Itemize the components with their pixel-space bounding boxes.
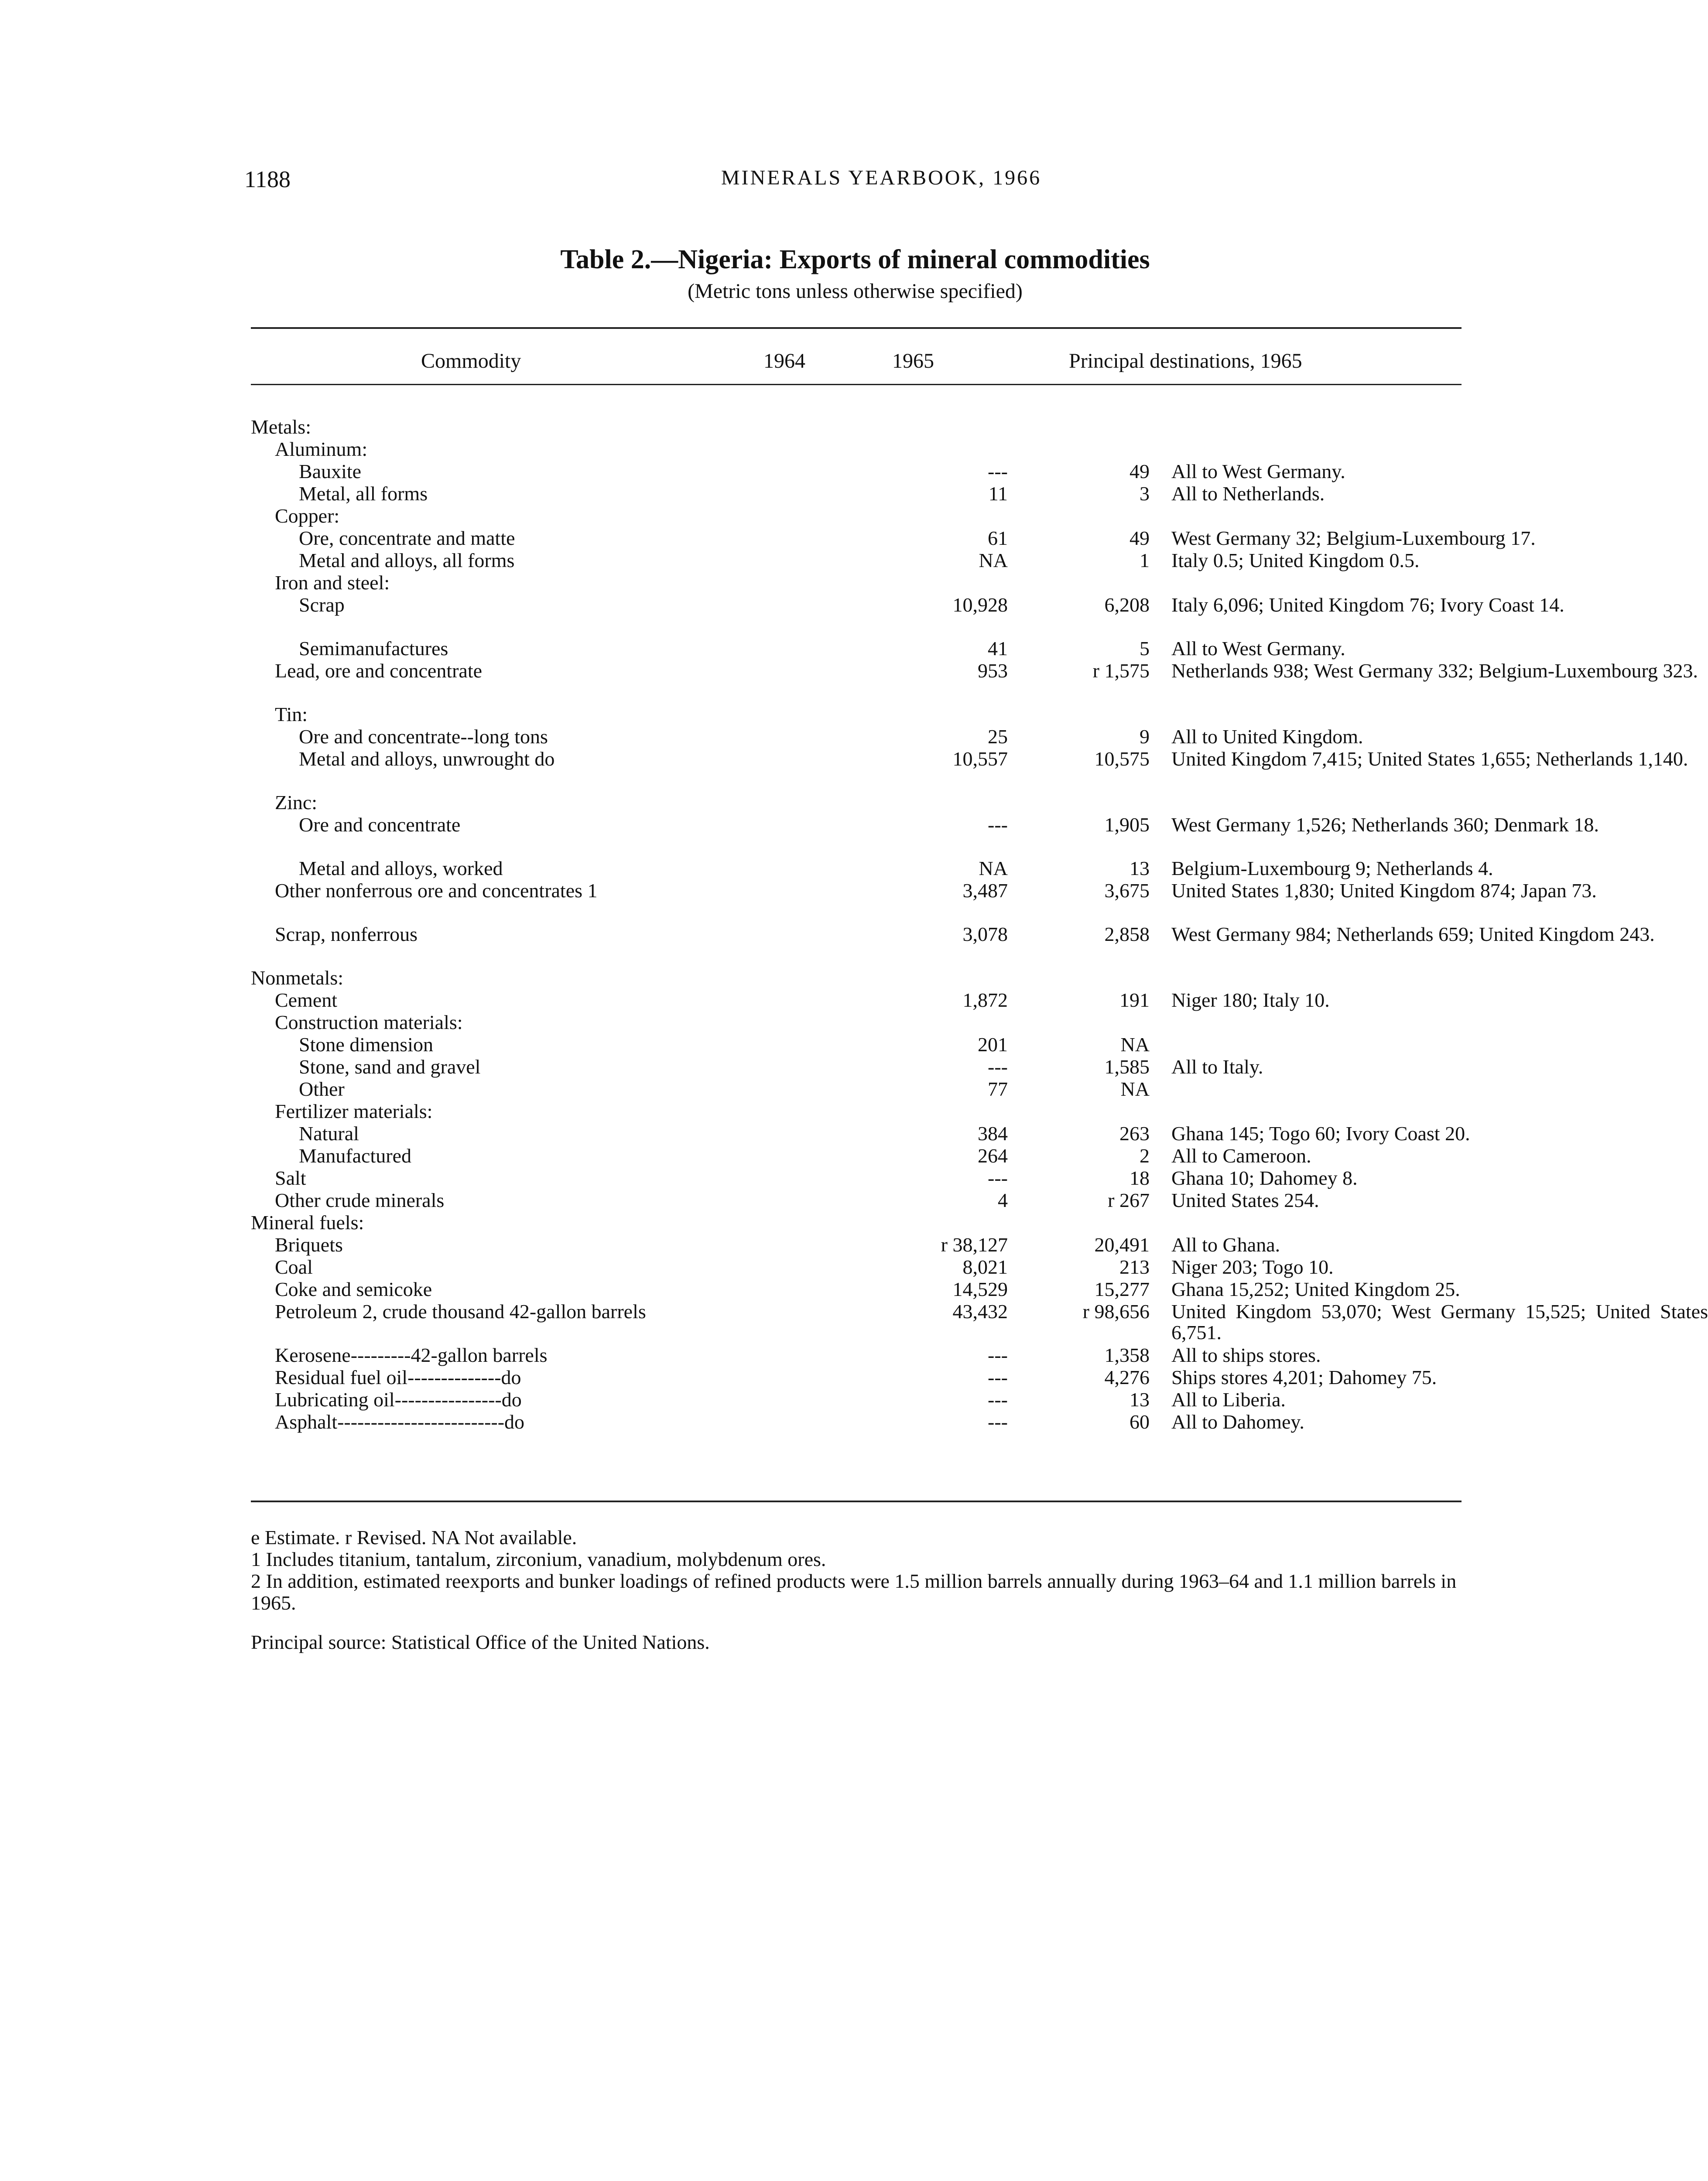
commodity-cell: Metal and alloys, unwrought do xyxy=(299,748,555,770)
commodity-cell: Petroleum 2, crude thousand 42-gallon barrels xyxy=(275,1300,646,1323)
table-row xyxy=(251,461,1462,483)
value-1965-cell: 13 xyxy=(1130,1388,1150,1411)
destinations-cell: West Germany 32; Belgium-Luxembourg 17. xyxy=(1171,527,1536,549)
value-1965-cell: 191 xyxy=(1119,989,1150,1011)
value-1964-cell: --- xyxy=(988,814,1008,836)
commodity-cell: Lubricating oil----------------do xyxy=(275,1388,522,1411)
value-1964-cell: 8,021 xyxy=(962,1256,1008,1278)
commodity-cell: Iron and steel: xyxy=(275,571,390,594)
value-1965-cell: 1 xyxy=(1140,549,1150,571)
source-note: Principal source: Statistical Office of the United Nations. xyxy=(251,1631,710,1653)
value-1965-cell: 3 xyxy=(1140,482,1150,505)
value-1964-cell: --- xyxy=(988,1056,1008,1078)
commodity-cell: Semimanufactures xyxy=(299,637,448,660)
column-header-commodity: Commodity xyxy=(421,349,521,373)
destinations-cell: All to Netherlands. xyxy=(1171,482,1325,505)
destinations-cell: United Kingdom 7,415; United States 1,655; Netherlands 1,140. xyxy=(1171,748,1688,770)
destinations-cell: Italy 0.5; United Kingdom 0.5. xyxy=(1171,549,1420,571)
value-1964-cell: 3,078 xyxy=(962,923,1008,945)
value-1965-cell: 1,905 xyxy=(1104,814,1150,836)
value-1965-cell: 9 xyxy=(1140,725,1150,748)
value-1964-cell: --- xyxy=(988,1167,1008,1189)
column-header-1964: 1964 xyxy=(763,349,805,373)
commodity-cell: Lead, ore and concentrate xyxy=(275,660,483,682)
table-row xyxy=(251,439,1462,461)
table-row xyxy=(251,1234,1462,1257)
value-1965-cell: 2 xyxy=(1140,1145,1150,1167)
page-number: 1188 xyxy=(244,166,291,192)
destinations-cell: All to West Germany. xyxy=(1171,637,1345,660)
table-header-rule xyxy=(251,384,1462,385)
value-1965-cell: r 1,575 xyxy=(1092,660,1150,682)
value-1965-cell: r 267 xyxy=(1108,1189,1150,1211)
commodity-cell: Copper: xyxy=(275,505,340,527)
value-1964-cell: 264 xyxy=(978,1145,1008,1167)
value-1965-cell: 263 xyxy=(1119,1122,1150,1145)
value-1965-cell: 13 xyxy=(1130,857,1150,879)
table-row xyxy=(251,1389,1462,1412)
footnotes xyxy=(251,1527,1472,1653)
commodity-cell: Residual fuel oil--------------do xyxy=(275,1366,521,1388)
table-row xyxy=(251,1257,1462,1279)
value-1964-cell: NA xyxy=(979,857,1008,879)
value-1964-cell: --- xyxy=(988,1366,1008,1388)
table-row xyxy=(251,572,1462,595)
value-1964-cell: 43,432 xyxy=(952,1300,1008,1323)
page-header xyxy=(244,166,1466,205)
commodity-cell: Stone dimension xyxy=(299,1033,433,1056)
commodity-cell: Other nonferrous ore and concentrates 1 xyxy=(275,879,598,902)
value-1965-cell: 18 xyxy=(1130,1167,1150,1189)
value-1964-cell: 953 xyxy=(978,660,1008,682)
value-1965-cell: 49 xyxy=(1130,527,1150,549)
table-row xyxy=(251,792,1462,814)
table-row xyxy=(251,879,1597,924)
value-1964-cell: 14,529 xyxy=(952,1278,1008,1300)
table-row xyxy=(251,1212,1462,1234)
value-1964-cell: NA xyxy=(979,549,1008,571)
table-row xyxy=(251,1168,1462,1190)
commodity-cell: Other crude minerals xyxy=(275,1189,445,1211)
table-row xyxy=(251,527,1536,550)
table-row xyxy=(251,506,1462,528)
destinations-cell: Italy 6,096; United Kingdom 76; Ivory Coast 14. xyxy=(1171,594,1564,616)
value-1965-cell: 3,675 xyxy=(1104,879,1150,902)
commodity-cell: Manufactured xyxy=(299,1145,411,1167)
table-row xyxy=(251,726,1462,749)
value-1964-cell: 10,557 xyxy=(952,748,1008,770)
commodity-cell: Ore and concentrate--long tons xyxy=(299,725,548,748)
value-1965-cell: 49 xyxy=(1130,460,1150,482)
commodity-cell: Coal xyxy=(275,1256,313,1278)
commodity-cell: Briquets xyxy=(275,1234,343,1256)
table-row xyxy=(251,1279,1462,1301)
column-header-1965: 1965 xyxy=(892,349,934,373)
table-row xyxy=(251,550,1462,572)
commodity-cell: Ore, concentrate and matte xyxy=(299,527,515,549)
destinations-cell: All to Liberia. xyxy=(1171,1388,1286,1411)
table-row xyxy=(251,1300,1708,1345)
table-row xyxy=(251,857,1493,880)
commodity-cell: Bauxite xyxy=(299,460,362,482)
value-1964-cell: --- xyxy=(988,1388,1008,1411)
table-row xyxy=(251,967,1462,990)
value-1965-cell: r 98,656 xyxy=(1082,1300,1150,1323)
destinations-cell: United States 1,830; United Kingdom 874; Japan 73. xyxy=(1171,879,1597,902)
commodity-cell: Zinc: xyxy=(275,791,318,814)
commodity-cell: Mineral fuels: xyxy=(251,1211,364,1234)
destinations-cell: West Germany 1,526; Netherlands 360; Denmark 18. xyxy=(1171,814,1599,836)
footnote-1: 1 Includes titanium, tantalum, zirconium, vanadium, molybdenum ores. xyxy=(251,1548,826,1570)
commodity-cell: Natural xyxy=(299,1122,359,1145)
table-row xyxy=(251,1056,1462,1079)
value-1965-cell: 213 xyxy=(1119,1256,1150,1278)
destinations-cell: All to United Kingdom. xyxy=(1171,725,1363,748)
destinations-cell: West Germany 984; Netherlands 659; United Kingdom 243. xyxy=(1171,923,1655,945)
value-1965-cell: NA xyxy=(1120,1033,1150,1056)
value-1964-cell: 384 xyxy=(978,1122,1008,1145)
value-1965-cell: 2,858 xyxy=(1104,923,1150,945)
column-header-destinations: Principal destinations, 1965 xyxy=(1069,349,1302,373)
destinations-cell: Ghana 145; Togo 60; Ivory Coast 20. xyxy=(1171,1122,1470,1145)
commodity-cell: Ore and concentrate xyxy=(299,814,461,836)
table-title: Table 2.—Nigeria: Exports of mineral commodities xyxy=(560,245,1150,274)
table-row xyxy=(251,1190,1462,1212)
table-row xyxy=(251,638,1462,660)
destinations-cell: United Kingdom 53,070; West Germany 15,525; United States 6,751. xyxy=(1171,1300,1708,1343)
commodity-cell: Aluminum: xyxy=(275,438,368,460)
value-1964-cell: 1,872 xyxy=(962,989,1008,1011)
table-row xyxy=(251,748,1688,792)
commodity-cell: Scrap xyxy=(299,594,345,616)
table-row xyxy=(251,1412,1462,1434)
value-1965-cell: NA xyxy=(1120,1078,1150,1100)
value-1965-cell: 6,208 xyxy=(1104,594,1150,616)
destinations-cell: All to ships stores. xyxy=(1171,1344,1321,1366)
commodity-cell: Nonmetals: xyxy=(251,967,344,989)
commodity-cell: Kerosene---------42-gallon barrels xyxy=(275,1344,548,1366)
table-bottom-rule xyxy=(251,1501,1462,1502)
running-title: MINERALS YEARBOOK, 1966 xyxy=(721,166,1042,189)
commodity-cell: Cement xyxy=(275,989,338,1011)
value-1964-cell: 201 xyxy=(978,1033,1008,1056)
destinations-cell: All to Italy. xyxy=(1171,1056,1263,1078)
value-1965-cell: 1,585 xyxy=(1104,1056,1150,1078)
table-subtitle: (Metric tons unless otherwise specified) xyxy=(688,280,1023,303)
destinations-cell: Ghana 15,252; United Kingdom 25. xyxy=(1171,1278,1460,1300)
commodity-cell: Coke and semicoke xyxy=(275,1278,432,1300)
table-top-rule xyxy=(251,327,1462,329)
footnote-legend: e Estimate. r Revised. NA Not available. xyxy=(251,1526,577,1549)
table-row xyxy=(251,704,1462,726)
destinations-cell: Belgium-Luxembourg 9; Netherlands 4. xyxy=(1171,857,1493,879)
destinations-cell: Niger 180; Italy 10. xyxy=(1171,989,1330,1011)
value-1964-cell: 10,928 xyxy=(952,594,1008,616)
footnote-2: 2 In addition, estimated reexports and bunker loadings of refined products were 1.5 million barrels annually during 1963–64 and 1.1 million barrels in 1965. xyxy=(251,1570,1457,1614)
table-row xyxy=(251,814,1599,858)
commodity-cell: Asphalt-------------------------do xyxy=(275,1411,525,1433)
table-row xyxy=(251,1079,1462,1101)
table-row xyxy=(251,923,1655,967)
destinations-cell: Netherlands 938; West Germany 332; Belgium-Luxembourg 323. xyxy=(1171,660,1698,682)
commodity-cell: Metal and alloys, all forms xyxy=(299,549,515,571)
table-row xyxy=(251,1101,1462,1123)
value-1965-cell: 20,491 xyxy=(1094,1234,1150,1256)
value-1965-cell: 15,277 xyxy=(1094,1278,1150,1300)
table-row xyxy=(251,594,1564,638)
commodity-cell: Metals: xyxy=(251,416,311,438)
destinations-cell: All to Dahomey. xyxy=(1171,1411,1304,1433)
commodity-cell: Construction materials: xyxy=(275,1011,463,1033)
destinations-cell: Niger 203; Togo 10. xyxy=(1171,1256,1334,1278)
destinations-cell: United States 254. xyxy=(1171,1189,1319,1211)
destinations-cell: All to Cameroon. xyxy=(1171,1145,1311,1167)
table-row xyxy=(251,1012,1462,1034)
destinations-cell: All to Ghana. xyxy=(1171,1234,1280,1256)
value-1964-cell: --- xyxy=(988,1344,1008,1366)
commodity-cell: Stone, sand and gravel xyxy=(299,1056,481,1078)
commodity-cell: Tin: xyxy=(275,703,308,725)
table-row xyxy=(251,1122,1470,1145)
table-row xyxy=(251,990,1462,1012)
value-1965-cell: 10,575 xyxy=(1094,748,1150,770)
table-row xyxy=(251,483,1462,506)
destinations-cell: Ghana 10; Dahomey 8. xyxy=(1171,1167,1358,1189)
table-row xyxy=(251,1367,1462,1389)
table-row xyxy=(251,1034,1462,1056)
value-1964-cell: 77 xyxy=(988,1078,1008,1100)
table-body xyxy=(251,416,1708,1434)
commodity-cell: Fertilizer materials: xyxy=(275,1100,433,1122)
value-1965-cell: 1,358 xyxy=(1104,1344,1150,1366)
destinations-cell: Ships stores 4,201; Dahomey 75. xyxy=(1171,1366,1437,1388)
value-1964-cell: 3,487 xyxy=(962,879,1008,902)
value-1964-cell: r 38,127 xyxy=(941,1234,1008,1256)
destinations-cell: All to West Germany. xyxy=(1171,460,1345,482)
table-row xyxy=(251,1145,1462,1168)
commodity-cell: Metal and alloys, worked xyxy=(299,857,503,879)
commodity-cell: Metal, all forms xyxy=(299,482,428,505)
value-1964-cell: 4 xyxy=(998,1189,1008,1211)
value-1965-cell: 4,276 xyxy=(1104,1366,1150,1388)
table-row xyxy=(251,660,1698,704)
table-row xyxy=(251,417,1462,439)
value-1964-cell: 25 xyxy=(988,725,1008,748)
value-1964-cell: 11 xyxy=(988,482,1008,505)
commodity-cell: Salt xyxy=(275,1167,306,1189)
value-1965-cell: 5 xyxy=(1140,637,1150,660)
table-row xyxy=(251,1345,1462,1367)
value-1964-cell: 61 xyxy=(988,527,1008,549)
value-1964-cell: 41 xyxy=(988,637,1008,660)
value-1964-cell: --- xyxy=(988,1411,1008,1433)
value-1964-cell: --- xyxy=(988,460,1008,482)
value-1965-cell: 60 xyxy=(1130,1411,1150,1433)
commodity-cell: Other xyxy=(299,1078,345,1100)
commodity-cell: Scrap, nonferrous xyxy=(275,923,418,945)
